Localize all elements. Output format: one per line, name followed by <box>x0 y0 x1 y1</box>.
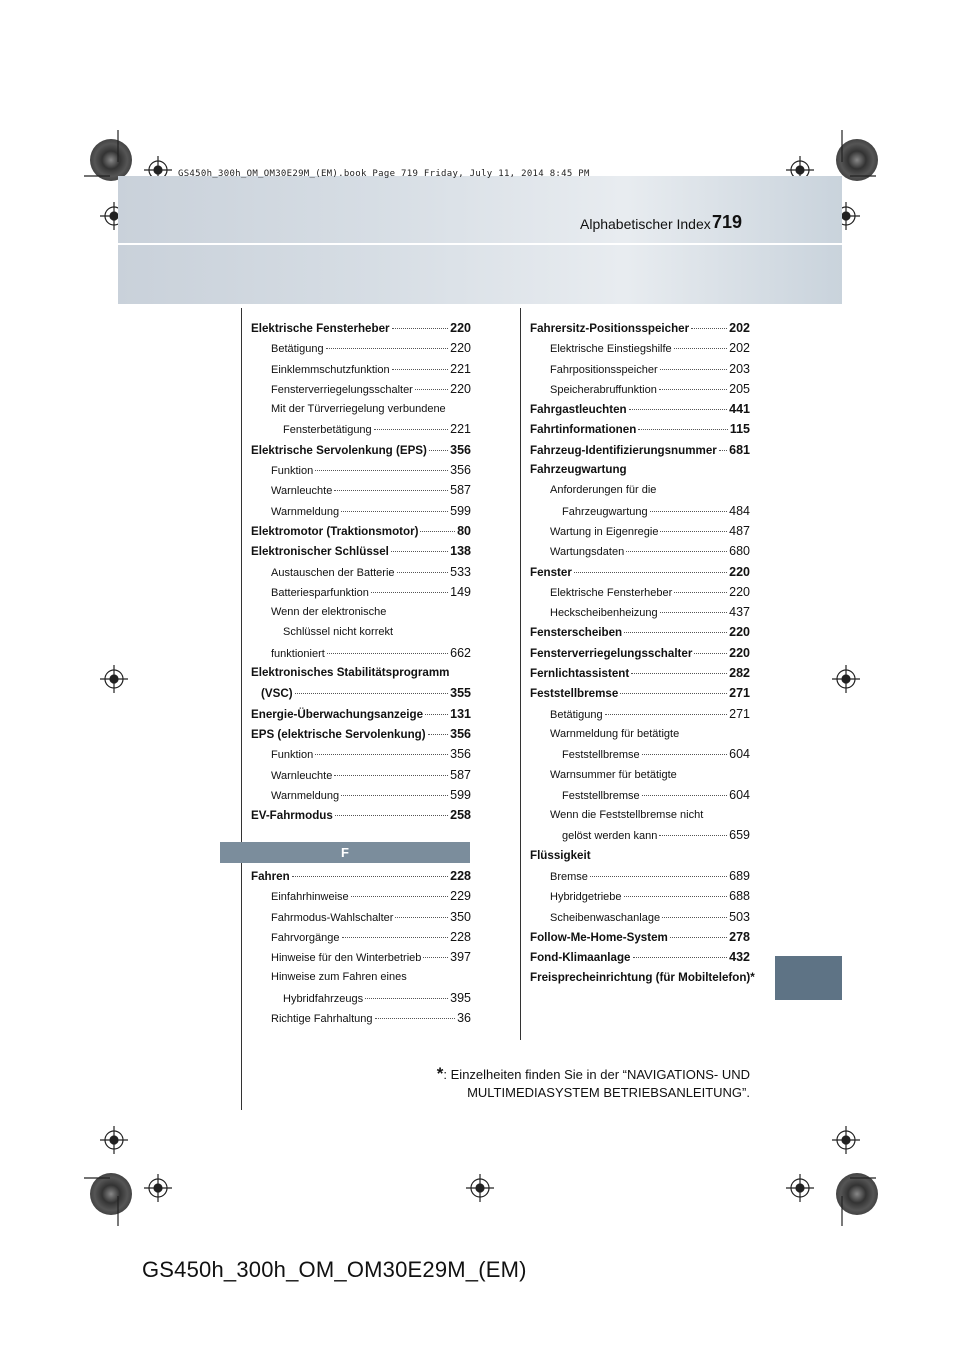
index-entry <box>530 643 750 663</box>
footnote-line-2: MULTIMEDIASYSTEM BETRIEBSANLEITUNG”. <box>467 1085 750 1100</box>
leader-dots <box>371 592 448 593</box>
entry-page-number: 271 <box>729 706 750 721</box>
entry-term: Einklemmschutzfunktion <box>271 363 390 376</box>
entry-term: Funktion <box>271 749 314 762</box>
index-entry <box>251 419 471 439</box>
entry-term: Elektrische Servolenkung (EPS) <box>251 443 427 457</box>
entry-page-number: 220 <box>729 625 750 640</box>
index-entry <box>251 866 471 886</box>
index-entry <box>251 501 471 521</box>
leader-dots <box>392 369 449 370</box>
entry-term: Funktion <box>271 465 314 478</box>
entry-term: Flüssigkeit <box>530 848 591 862</box>
entry-page-number: 484 <box>729 503 750 518</box>
entry-term: Bremse <box>550 871 588 884</box>
index-entry <box>251 663 471 683</box>
footnote-line-1: : Einzelheiten finden Sie in der “NAVIGATIONS- UND <box>443 1067 750 1082</box>
entry-term: gelöst werden kann <box>562 830 658 843</box>
reg-mark-5 <box>100 665 128 693</box>
entry-term: Betätigung <box>550 708 603 721</box>
leader-dots <box>659 835 727 836</box>
index-entry <box>530 379 750 399</box>
entry-page-number: 587 <box>450 483 471 498</box>
entry-term: Feststellbremse <box>530 687 619 701</box>
leader-dots <box>633 957 728 958</box>
right-index-column <box>530 318 755 988</box>
entry-page-number: 138 <box>450 544 471 559</box>
leader-dots <box>719 450 727 451</box>
index-entry <box>251 785 471 805</box>
entry-page-number: 662 <box>450 645 471 660</box>
entry-term: Fahrpositionsspeicher <box>550 363 658 376</box>
entry-page-number: 221 <box>450 422 471 437</box>
index-entry <box>251 480 471 500</box>
entry-page-number: 599 <box>450 503 471 518</box>
leader-dots <box>670 937 727 938</box>
index-entry <box>251 602 471 622</box>
index-entry <box>530 805 750 825</box>
reg-mark-8 <box>832 1126 860 1154</box>
entry-term: Fensterscheiben <box>530 626 623 640</box>
entry-page-number: 604 <box>729 747 750 762</box>
entry-page-number: 203 <box>729 361 750 376</box>
leader-dots <box>691 328 727 329</box>
index-entry <box>530 501 750 521</box>
entry-term: Wenn die Feststellbremse nicht <box>550 809 704 822</box>
entry-page-number: 659 <box>729 828 750 843</box>
reg-mark-9 <box>144 1174 172 1202</box>
entry-term: Warnleuchte <box>271 769 333 782</box>
index-entry <box>530 927 750 947</box>
entry-term: Elektrische Einstiegshilfe <box>550 343 672 356</box>
entry-term: Elektronischer Schlüssel <box>251 545 389 559</box>
header-band <box>118 176 842 304</box>
entry-page-number: 533 <box>450 564 471 579</box>
entry-term: Speicherabruffunktion <box>550 383 657 396</box>
entry-term: Warnleuchte <box>271 485 333 498</box>
index-entry <box>251 562 471 582</box>
leader-dots <box>590 876 727 877</box>
entry-term: Fahrzeugwartung <box>530 463 627 477</box>
index-entry <box>530 866 750 886</box>
entry-term: Warnmeldung für betätigte <box>550 727 680 740</box>
index-entry <box>530 338 750 358</box>
index-entry <box>251 582 471 602</box>
entry-term: Warnsummer für betätigte <box>550 768 677 781</box>
entry-term: Fenster <box>530 565 572 579</box>
entry-page-number: 278 <box>729 929 750 944</box>
index-entry <box>530 825 750 845</box>
index-entry <box>251 643 471 663</box>
entry-term: Elektrische Fensterheber <box>550 586 673 599</box>
index-entry <box>530 907 750 927</box>
index-entry <box>530 562 750 582</box>
entry-term: Mit der Türverriegelung verbundene <box>271 403 446 416</box>
entry-term: Batteriesparfunktion <box>271 586 369 599</box>
leader-dots <box>674 348 727 349</box>
index-entry <box>251 988 471 1008</box>
entry-page-number: 688 <box>729 889 750 904</box>
entry-page-number: 355 <box>450 686 471 701</box>
leader-dots <box>629 409 728 410</box>
index-entry <box>530 582 750 602</box>
entry-page-number: 282 <box>729 666 750 681</box>
index-entry <box>530 541 750 561</box>
entry-page-number: 205 <box>729 381 750 396</box>
leader-dots <box>420 531 455 532</box>
entry-term: Fahrmodus-Wahlschalter <box>271 911 394 924</box>
entry-page-number: 356 <box>450 442 471 457</box>
index-entry <box>251 967 471 987</box>
entry-page-number: 681 <box>729 442 750 457</box>
entry-term: Austauschen der Batterie <box>271 566 395 579</box>
leader-dots <box>423 957 448 958</box>
entry-page-number: 36 <box>457 1011 471 1026</box>
index-entry <box>530 419 750 439</box>
leader-dots <box>425 714 448 715</box>
index-entry <box>251 318 471 338</box>
entry-term: Fond-Klimaanlage <box>530 951 631 965</box>
leader-dots <box>351 896 448 897</box>
section-f-bar <box>220 842 470 863</box>
entry-page-number: 202 <box>729 321 750 335</box>
leader-dots <box>660 369 728 370</box>
entry-page-number: 599 <box>450 787 471 802</box>
entry-term: Hybridfahrzeugs <box>283 992 364 1005</box>
leader-dots <box>631 673 727 674</box>
entry-term: Fahrersitz-Positionsspeicher <box>530 322 690 335</box>
entry-term: Betätigung <box>271 343 324 356</box>
entry-page-number: 432 <box>729 950 750 965</box>
entry-term: Fahrvorgänge <box>271 931 340 944</box>
entry-page-number: 350 <box>450 909 471 924</box>
entry-page-number: 80 <box>457 523 471 538</box>
entry-term: Energie-Überwachungsanzeige <box>251 707 424 721</box>
index-entry <box>530 440 750 460</box>
reg-mark-7 <box>100 1126 128 1154</box>
entry-page-number: 258 <box>450 808 471 823</box>
index-entry <box>251 927 471 947</box>
leader-dots <box>375 1018 456 1019</box>
index-entry <box>251 622 471 642</box>
index-entry <box>530 846 750 866</box>
entry-page-number: 131 <box>450 706 471 721</box>
entry-term: Fahrgastleuchten <box>530 403 627 417</box>
leader-dots <box>365 998 448 999</box>
entry-page-number: 604 <box>729 787 750 802</box>
entry-page-number: 397 <box>450 950 471 965</box>
index-entry <box>251 724 471 744</box>
reg-mark-6 <box>832 665 860 693</box>
leader-dots <box>574 572 727 573</box>
entry-page-number: 587 <box>450 767 471 782</box>
leader-dots <box>392 328 449 329</box>
entry-term: Elektromotor (Traktionsmotor) <box>251 524 419 538</box>
section-letter: F <box>341 845 349 860</box>
leader-dots <box>295 693 449 694</box>
left-margin-rule <box>241 308 242 1110</box>
entry-page-number: 202 <box>729 341 750 356</box>
entry-term: Feststellbremse <box>562 749 640 762</box>
entry-term: Anforderungen für die <box>550 484 657 497</box>
entry-term: EV-Fahrmodus <box>251 809 333 823</box>
index-entry <box>251 683 471 703</box>
leader-dots <box>638 429 728 430</box>
entry-page-number: 395 <box>450 990 471 1005</box>
leader-dots <box>397 572 449 573</box>
index-entry <box>251 765 471 785</box>
entry-page-number: 271 <box>729 686 750 701</box>
index-entry <box>251 907 471 927</box>
leader-dots <box>624 632 727 633</box>
entry-term: Fahren <box>251 870 290 883</box>
entry-page-number: 220 <box>729 645 750 660</box>
entry-term: Scheibenwaschanlage <box>550 911 661 924</box>
index-entry <box>251 805 471 825</box>
reg-mark-10 <box>466 1174 494 1202</box>
entry-term: Fensterverriegelungsschalter <box>530 646 693 660</box>
entry-page-number: 228 <box>450 929 471 944</box>
header-title: Alphabetischer Index <box>580 216 711 232</box>
leader-dots <box>374 429 448 430</box>
index-entry <box>251 338 471 358</box>
index-entry <box>530 359 750 379</box>
index-entry <box>251 704 471 724</box>
leader-dots <box>327 653 448 654</box>
entry-page-number: 441 <box>729 402 750 417</box>
index-entry <box>530 399 750 419</box>
entry-term: Wartungsdaten <box>550 546 625 559</box>
leader-dots <box>642 795 728 796</box>
entry-page-number: 356 <box>450 726 471 741</box>
leader-dots <box>395 917 448 918</box>
leader-dots <box>341 795 448 796</box>
index-entry <box>530 744 750 764</box>
entry-page-number: 220 <box>729 564 750 579</box>
entry-term: Elektrische Fensterheber <box>251 322 390 335</box>
entry-page-number: 115 <box>729 422 750 437</box>
leader-dots <box>415 389 448 390</box>
leader-dots <box>335 815 448 816</box>
leader-dots <box>429 450 448 451</box>
entry-page-number: 220 <box>450 321 471 335</box>
index-entry <box>251 1008 471 1028</box>
entry-page-number: 356 <box>450 747 471 762</box>
index-entry <box>251 460 471 480</box>
entry-page-number: 229 <box>450 889 471 904</box>
entry-page-number: 228 <box>450 869 471 883</box>
leader-dots <box>428 734 449 735</box>
entry-term: Wenn der elektronische <box>271 606 387 619</box>
index-entry <box>251 541 471 561</box>
index-entry <box>530 480 750 500</box>
footnote-asterisk: * <box>436 1064 444 1083</box>
entry-term: Einfahrhinweise <box>271 891 349 904</box>
entry-term: Hybridgetriebe <box>550 891 622 904</box>
chapter-tab <box>775 956 842 1000</box>
entry-page-number: 487 <box>729 523 750 538</box>
leader-dots <box>650 511 728 512</box>
index-entry <box>530 968 755 988</box>
reg-mark-11 <box>786 1174 814 1202</box>
leader-dots <box>642 754 728 755</box>
entry-page-number: 149 <box>450 584 471 599</box>
leader-dots <box>660 531 727 532</box>
footnote <box>437 1065 750 1102</box>
index-entry <box>251 947 471 967</box>
entry-page-number: 689 <box>729 869 750 884</box>
index-entry <box>530 318 750 338</box>
leader-dots <box>315 470 448 471</box>
index-entry <box>251 886 471 906</box>
entry-term: Schlüssel nicht korrekt <box>283 626 394 639</box>
entry-term: Hinweise zum Fahren eines <box>271 971 407 984</box>
index-entry <box>251 744 471 764</box>
index-entry <box>530 947 750 967</box>
footer-code: GS450h_300h_OM_OM30E29M_(EM) <box>142 1257 527 1282</box>
entry-term: Fahrzeug-Identifizierungsnummer <box>530 443 717 457</box>
index-entry <box>530 622 750 642</box>
entry-term: Wartung in Eigenregie <box>550 525 659 538</box>
entry-term: Fensterverriegelungsschalter <box>271 383 413 396</box>
entry-term: Hinweise für den Winterbetrieb <box>271 952 422 965</box>
leader-dots <box>326 348 449 349</box>
entry-page-number: 503 <box>729 909 750 924</box>
leader-dots <box>391 551 448 552</box>
left-index-column-f <box>251 866 471 1028</box>
index-entry <box>251 399 471 419</box>
entry-page-number: 680 <box>729 544 750 559</box>
entry-term: Fahrtinformationen <box>530 423 637 437</box>
page-number: 719 <box>712 212 743 232</box>
leader-dots <box>674 592 727 593</box>
leader-dots <box>292 876 448 877</box>
entry-term: (VSC) <box>261 687 293 701</box>
leader-dots <box>620 693 727 694</box>
left-index-column <box>251 318 471 825</box>
entry-term: Warnmeldung <box>271 789 340 802</box>
index-entry <box>530 521 750 541</box>
leader-dots <box>334 775 448 776</box>
leader-dots <box>662 917 727 918</box>
leader-dots <box>315 754 448 755</box>
index-entry <box>530 785 750 805</box>
leader-dots <box>624 896 728 897</box>
index-entry <box>251 440 471 460</box>
leader-dots <box>659 389 727 390</box>
leader-dots <box>341 511 448 512</box>
index-entry <box>530 460 750 480</box>
entry-term: Warnmeldung <box>271 505 340 518</box>
index-entry <box>530 765 750 785</box>
index-entry <box>530 602 750 622</box>
entry-term: Fernlichtassistent <box>530 667 630 681</box>
entry-term: Richtige Fahrhaltung <box>271 1013 373 1026</box>
book-info: GS450h_300h_OM_OM30E29M_(EM).book Page 719 Friday, July 11, 2014 8:45 PM <box>178 169 590 179</box>
entry-term: Follow-Me-Home-System <box>530 930 668 944</box>
entry-term: Feststellbremse <box>562 789 640 802</box>
leader-dots <box>605 714 728 715</box>
entry-term: funktioniert <box>271 647 325 660</box>
leader-dots <box>660 612 728 613</box>
index-entry <box>530 663 750 683</box>
index-entry <box>530 886 750 906</box>
index-entry <box>530 683 750 703</box>
leader-dots <box>342 937 449 938</box>
center-column-rule <box>520 308 521 1040</box>
entry-term: Heckscheibenheizung <box>550 607 658 620</box>
leader-dots <box>694 653 727 654</box>
index-entry <box>530 724 750 744</box>
entry-term: Fahrzeugwartung <box>562 505 648 518</box>
index-entry <box>530 704 750 724</box>
index-entry <box>251 521 471 541</box>
entry-page-number: 220 <box>450 341 471 356</box>
entry-term: Fensterbetätigung <box>283 424 372 437</box>
index-entry <box>251 359 471 379</box>
header-divider <box>118 243 842 245</box>
entry-page-number: 220 <box>729 584 750 599</box>
entry-term: EPS (elektrische Servolenkung) <box>251 727 426 741</box>
entry-page-number: 437 <box>729 605 750 620</box>
entry-page-number: 221 <box>450 361 471 376</box>
entry-page-number: 220 <box>450 381 471 396</box>
leader-dots <box>626 551 727 552</box>
leader-dots <box>334 490 448 491</box>
entry-term: Elektronisches Stabilitätsprogramm <box>251 666 450 680</box>
entry-term: Freisprecheinrichtung (für Mobiltelefon)* <box>530 970 755 984</box>
entry-page-number: 356 <box>450 463 471 478</box>
index-entry <box>251 379 471 399</box>
